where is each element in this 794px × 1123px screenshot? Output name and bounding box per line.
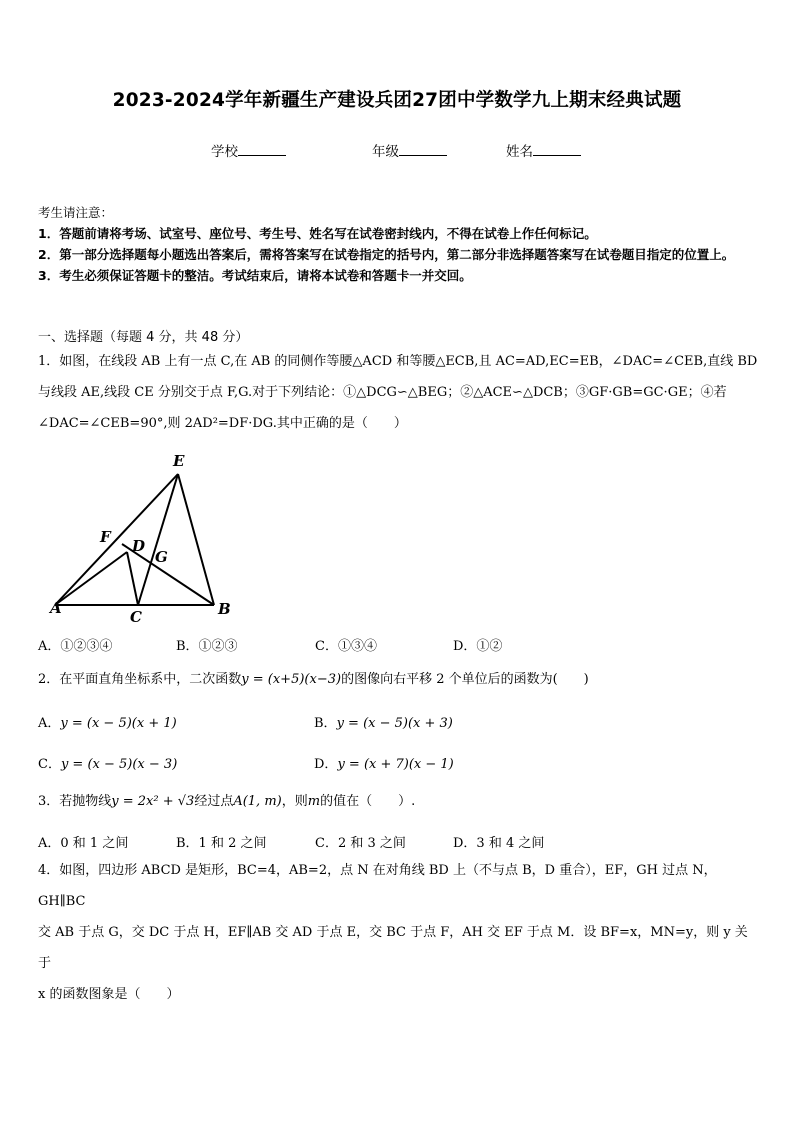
note-item: 3．考生必须保证答题卡的整洁。考试结束后，请将本试卷和答题卡一并交回。 [38, 268, 472, 283]
option-expr: y = (x − 5)(x − 3) [60, 757, 178, 772]
label-c: C [130, 608, 142, 626]
q3-option-c: C．2 和 3 之间 [315, 836, 406, 851]
q2-stem: 2．在平面直角坐标系中，二次函数 [38, 672, 242, 687]
q2-option-b [314, 712, 453, 731]
q3-stem: 3．若抛物线 [38, 794, 112, 809]
q3-function: y = 2x² + √3 [111, 794, 195, 809]
section-heading: 一、选择题（每题 4 分，共 48 分） [38, 330, 249, 345]
option-label: A． [38, 716, 61, 731]
q4-line: 4．如图，四边形 ABCD 是矩形，BC=4，AB=2，点 N 在对角线 BD 上（不与点 B，D 重合），EF，GH 过点 N，GH∥BC [38, 863, 717, 909]
option-expr: y = (x − 5)(x + 3) [336, 716, 453, 731]
q3-stem-b: 经过点 [194, 794, 234, 809]
name-label: 姓名 [506, 144, 533, 160]
option-label: C． [38, 757, 61, 772]
question-4 [38, 855, 758, 1010]
q1-line: 1．如图，在线段 AB 上有一点 C,在 AB 的同侧作等腰△ACD 和等腰△ECB,且 AC=AD,EC=EB，∠DAC=∠CEB,直线 BD [38, 354, 758, 369]
q1-line: 与线段 AE,线段 CE 分别交于点 F,G.对于下列结论：①△DCG∽△BEG；②△ACE∽△DCB；③GF·GB=GC·GE；④若 [38, 385, 727, 400]
q3-option-a: A．0 和 1 之间 [38, 836, 129, 851]
note-item: 1．答题前请将考场、试室号、座位号、考生号、姓名写在试卷密封线内，不得在试卷上作任何标记。 [38, 226, 597, 241]
grade-field [372, 140, 447, 160]
school-blank [238, 143, 286, 156]
exam-notes [38, 202, 758, 286]
option-expr: y = (x − 5)(x + 1) [60, 716, 177, 731]
q3-option-b: B．1 和 2 之间 [176, 836, 267, 851]
option-label: D． [314, 757, 338, 772]
label-b: B [218, 600, 231, 618]
q3-var: m [307, 794, 321, 809]
q2-option-d [314, 753, 454, 772]
label-g: G [155, 548, 168, 566]
q3-stem-c: ，则 [281, 794, 308, 809]
q3-option-d: D．3 和 4 之间 [453, 836, 545, 851]
school-label: 学校 [211, 144, 238, 160]
option-expr: y = (x + 7)(x − 1) [337, 757, 454, 772]
q2-option-a [38, 712, 177, 731]
label-d: D [132, 537, 146, 555]
q4-line: x 的函数图象是（ ） [38, 987, 180, 1002]
q2-stem-end: 的图像向右平移 2 个单位后的函数为( ) [341, 672, 589, 687]
option-label: B． [314, 716, 337, 731]
q2-option-c [38, 753, 177, 772]
question-1 [38, 346, 758, 439]
page-title: 2023-2024学年新疆生产建设兵团27团中学数学九上期末经典试题 [112, 90, 682, 111]
label-f: F [100, 528, 111, 546]
question-2 [38, 664, 758, 695]
triangle-figure [42, 448, 242, 626]
q3-stem-d: 的值在（ ）. [320, 794, 416, 809]
label-e: E [173, 452, 185, 470]
grade-blank [399, 143, 447, 156]
q4-line: 交 AB 于点 G，交 DC 于点 H，EF∥AB 交 AD 于点 E，交 BC 于点 F，AH 交 EF 于点 M．设 BF=x，MN=y，则 y 关于 [38, 925, 748, 971]
label-a: A [50, 599, 62, 617]
q1-line: ∠DAC=∠CEB=90°,则 2AD²=DF·DG.其中正确的是（ ） [38, 416, 407, 431]
school-field [211, 140, 286, 160]
q1-option-b: B．①②③ [176, 639, 238, 654]
q2-function: y = (x+5)(x−3) [241, 672, 342, 687]
name-field [506, 140, 581, 160]
notes-heading: 考生请注意： [38, 205, 114, 220]
question-3 [38, 786, 758, 817]
q1-option-a: A．①②③④ [38, 639, 113, 654]
name-blank [533, 143, 581, 156]
q1-option-d: D．①② [453, 639, 503, 654]
note-item: 2．第一部分选择题每小题选出答案后，需将答案写在试卷指定的括号内，第二部分非选择题答案写在试卷题目指定的位置上。 [38, 247, 735, 262]
grade-label: 年级 [372, 144, 399, 160]
q1-option-c: C．①③④ [315, 639, 377, 654]
q3-point: A(1, m) [233, 794, 282, 809]
